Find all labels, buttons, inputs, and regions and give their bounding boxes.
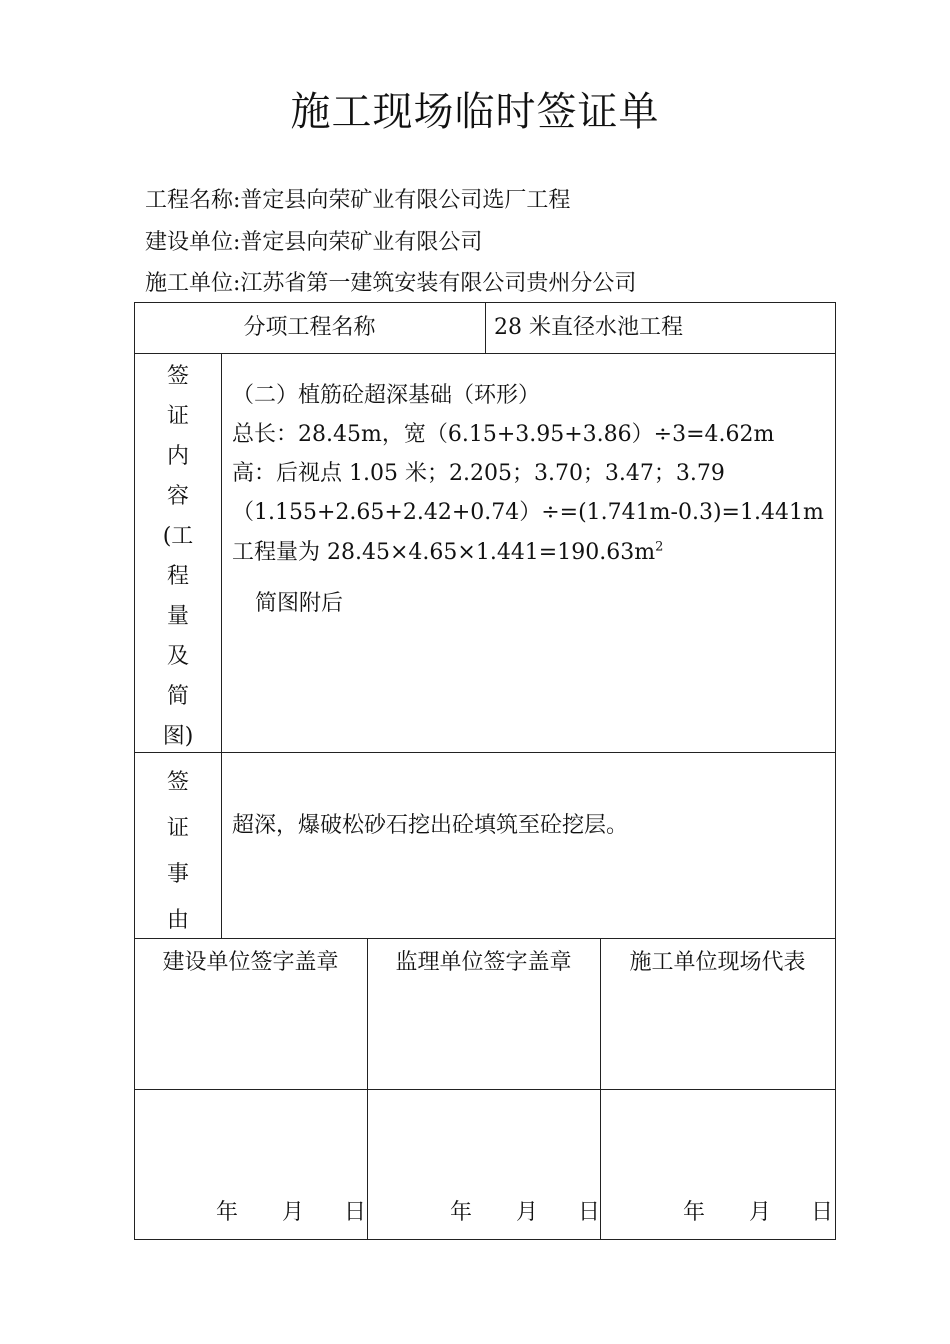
content-line: （1.155+2.65+2.42+0.74）÷=(1.741m-0.3)=1.441m [232,500,824,525]
label-char: 图) [162,724,194,749]
table-border-bottom [134,1239,836,1240]
content-line: （二）植筋砼超深基础（环形） [232,383,541,408]
page-title: 施工现场临时签证单 [290,89,660,135]
date-day: 日 [578,1200,601,1225]
table-divider [134,1089,836,1090]
date-month: 月 [282,1200,305,1225]
table-border-right [835,302,836,1240]
table-divider [134,752,836,753]
builder-unit: 施工单位:江苏省第一建筑安装有限公司贵州分公司 [145,271,637,296]
quantity-line [232,535,663,566]
label-char: 证 [166,404,189,429]
date-year: 年 [683,1200,706,1225]
content-line: 总长：28.45m，宽（6.15+3.95+3.86）÷3=4.62m [232,422,775,447]
table-divider [134,938,836,939]
label-char: 由 [166,908,189,933]
date-supervision [450,1195,600,1226]
construction-unit: 建设单位:普定县向荣矿业有限公司 [145,230,483,255]
date-day: 日 [344,1200,367,1225]
sub-project-value: 28 米直径水池工程 [494,315,683,340]
label-char: 事 [166,862,189,887]
label-char: 签 [166,364,189,389]
date-month: 月 [516,1200,539,1225]
signature-label-contractor: 施工单位现场代表 [629,950,806,975]
date-month: 月 [749,1200,772,1225]
content-line: 高：后视点 1.05 米；2.205；3.70；3.47；3.79 [232,461,725,486]
date-day: 日 [811,1200,834,1225]
table-divider [367,938,368,1240]
reason-label [134,760,222,944]
date-contractor [683,1195,833,1226]
signature-label-construction: 建设单位签字盖章 [162,950,339,975]
table-divider [600,938,601,1240]
date-year: 年 [450,1200,473,1225]
project-name: 工程名称:普定县向荣矿业有限公司选厂工程 [145,188,571,213]
label-char: 简 [166,684,189,709]
quantity-superscript: 2 [655,539,664,555]
date-year: 年 [216,1200,239,1225]
label-char: 容 [166,484,189,509]
label-char: 及 [166,644,189,669]
label-char: 签 [166,770,189,795]
sketch-note: 简图附后 [255,591,344,616]
label-char: 程 [166,564,189,589]
date-construction [216,1195,366,1226]
label-char: 内 [166,444,189,469]
content-label [134,357,222,757]
label-char: (工 [162,524,194,549]
sub-project-label: 分项工程名称 [243,315,376,340]
table-divider [485,302,486,354]
label-char: 量 [166,604,189,629]
reason-text: 超深，爆破松砂石挖出砼填筑至砼挖层。 [232,813,629,838]
label-char: 证 [166,816,189,841]
quantity-text: 工程量为 28.45×4.65×1.441=190.63m [232,540,656,565]
signature-label-supervision: 监理单位签字盖章 [395,950,572,975]
